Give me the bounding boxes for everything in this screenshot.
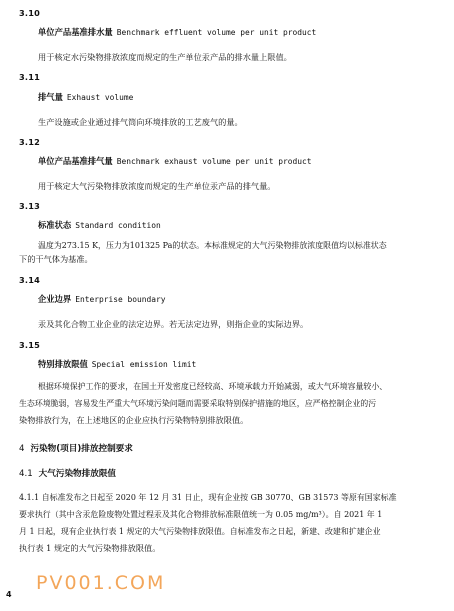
term-heading [38,359,196,370]
term-definition-line: 生态环境脆弱，容易发生严重大气环境污染问题而需要采取特别保护措施的地区，应严格控制企业的污 [19,399,377,408]
clause-number: 3.12 [19,137,41,147]
term-en: Exhaust volume [66,93,134,102]
clause-number: 3.14 [19,275,41,285]
clause-text-line: 要求执行（其中含汞危险废物处置过程汞及其化合物排放标准限值统一为 0.05 mg/m³）。自 2021 年 1 [19,510,383,519]
clause-text-line: 执行表 1 规定的大气污染物排放限值。 [19,543,161,553]
term-en: Benchmark effluent volume per unit product [116,28,317,37]
chapter-title: 污染物(项目)排放控制要求 [30,444,133,454]
term-heading [38,92,133,103]
page-number: 4 [6,590,12,599]
term-heading [38,294,165,305]
term-definition: 汞及其化合物工业企业的法定边界。若无法定边界，则指企业的实际边界。 [38,319,309,329]
term-cn: 单位产品基准排气量 [38,156,113,166]
term-definition-line: 染物排放行为，在上述地区的企业应执行污染物特别排放限值。 [19,415,249,425]
clause-text-line: 4.1.1 自标准发布之日起至 2020 年 12 月 31 日止，现有企业按 GB 30770、GB 31573 等原有国家标准 [19,493,397,502]
term-definition: 用于核定水污染物排放浓度而规定的生产单位汞产品的排水量上限值。 [38,52,292,62]
clause-number: 3.15 [19,340,41,350]
term-cn: 单位产品基准排水量 [38,27,113,37]
term-definition-line: 温度为273.15 K，压力为101325 Pa的状态。本标准规定的大气污染物排放浓度限值均以标准状态 [38,241,387,250]
clause-number: 3.11 [19,72,41,82]
clause-number: 3.13 [19,201,41,211]
term-en: Enterprise boundary [75,295,166,304]
chapter-number: 4 [19,444,25,454]
term-heading [38,27,316,38]
section-heading [19,469,116,480]
term-en: Benchmark exhaust volume per unit product [116,157,312,166]
clause-number: 3.10 [19,8,41,18]
term-cn: 特别排放限值 [38,359,88,369]
term-heading [38,156,311,167]
term-definition: 用于核定大气污染物排放浓度而规定的生产单位汞产品的排气量。 [38,181,276,191]
term-cn: 企业边界 [38,294,72,304]
term-cn: 排气量 [38,92,63,102]
watermark: PV001.COM [36,572,166,594]
chapter-heading [19,444,133,455]
section-number: 4.1 [19,469,33,479]
term-definition: 生产设施或企业通过排气筒向环境排放的工艺废气的量。 [38,117,243,127]
term-definition-line: 根据环境保护工作的要求，在国土开发密度已经较高、环境承载力开始减弱，或大气环境容量较小、 [38,382,388,391]
term-en: Standard condition [75,221,161,230]
term-heading [38,220,161,231]
term-definition-line: 下的干气体为基准。 [19,254,93,264]
term-cn: 标准状态 [38,220,72,230]
clause-text-line: 月 1 日起，现有企业执行表 1 规定的大气污染物排放限值。自标准发布之日起，新建、改建和扩建企业 [19,527,381,536]
section-title: 大气污染物排放限值 [38,469,117,479]
term-en: Special emission limit [91,360,197,369]
